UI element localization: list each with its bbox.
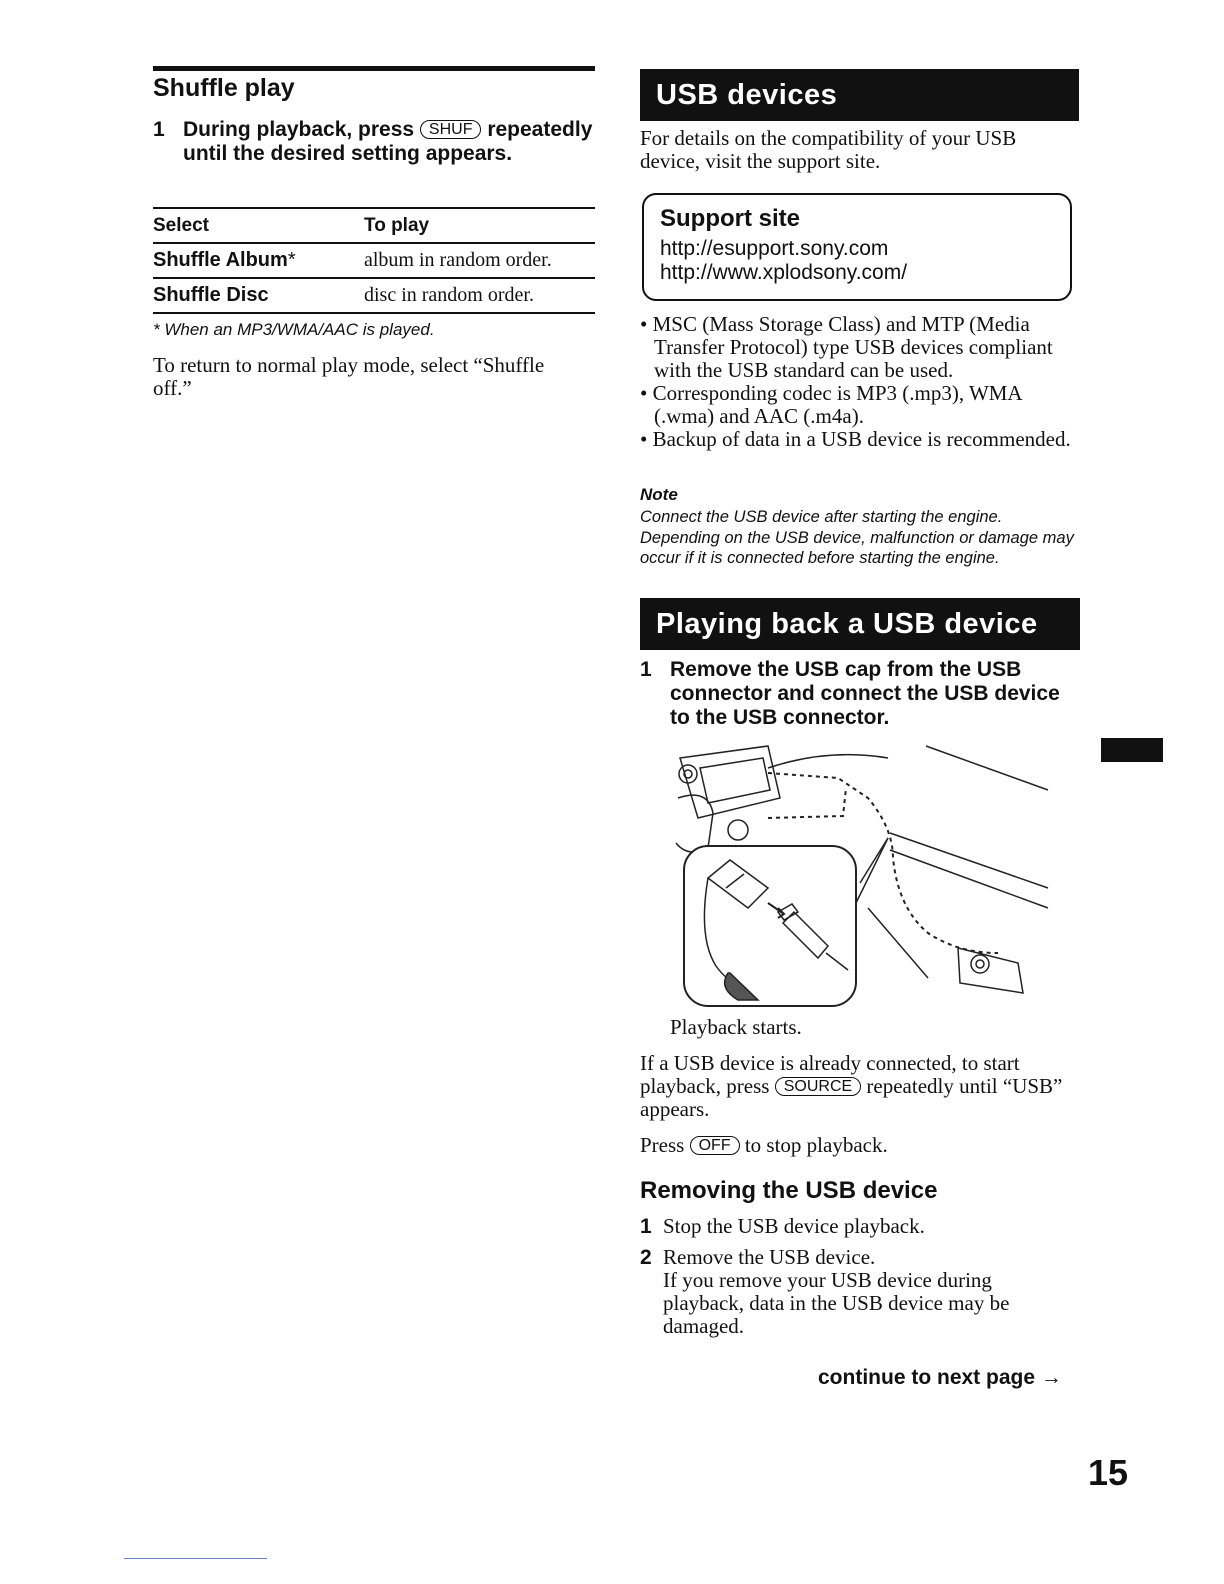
usb-devices-banner: USB devices (640, 69, 1079, 121)
playback-step-1 (640, 658, 1070, 730)
continue-next-page: continue to next page → (818, 1366, 1062, 1389)
usb-bullet-list (640, 313, 1080, 451)
shuf-button-label: SHUF (420, 120, 482, 139)
return-instruction: To return to normal play mode, select “Shuffle off.” (153, 353, 545, 400)
arrow-right-icon: → (1040, 1366, 1062, 1389)
step-text: Remove the USB device. If you remove your USB device during playback, data in the USB device may be damaged. (663, 1245, 1010, 1338)
support-site-title: Support site (660, 205, 801, 232)
section-tab-marker (1101, 738, 1163, 762)
section-rule (153, 66, 595, 71)
shuffle-step-1 (153, 118, 593, 166)
step-text: Remove the USB cap from the USB connector and connect the USB device to the USB connector. (670, 658, 1060, 729)
step-text: Stop the USB device playback. (663, 1214, 925, 1238)
press-off-text: Press OFF to stop playback. (640, 1133, 888, 1157)
usb-connection-illustration (668, 738, 1052, 1010)
support-url-link[interactable]: http://www.xplodsony.com/ (660, 261, 908, 284)
support-site-box (642, 193, 1072, 301)
list-item: • Corresponding codec is MP3 (.mp3), WMA (.wma) and AAC (.m4a). (640, 381, 1022, 428)
header-select: Select (153, 208, 364, 243)
step-number: 1 (640, 1215, 652, 1238)
bottom-rule (124, 1558, 267, 1559)
step-number: 1 (153, 118, 165, 141)
step-number: 2 (640, 1246, 652, 1269)
step-text: During playback, press SHUF repeatedly until the desired setting appears. (183, 118, 593, 165)
footnote: * When an MP3/WMA/AAC is played. (153, 320, 435, 339)
list-item: • MSC (Mass Storage Class) and MTP (Media Transfer Protocol) type USB devices compliant with the USB standard can be used. (640, 312, 1053, 382)
shuffle-album-desc: album in random order. (364, 243, 595, 278)
support-url-link[interactable]: http://esupport.sony.com (660, 237, 889, 260)
note-text: Connect the USB device after starting the engine. Depending on the USB device, malfunction or damage may occur if it is connected before starting the engine. (640, 508, 1074, 567)
removing-steps (640, 1215, 1070, 1346)
shuffle-play-title: Shuffle play (153, 74, 295, 102)
usb-intro-text: For details on the compatibility of your USB device, visit the support site. (640, 126, 1017, 173)
list-item (640, 1246, 1070, 1338)
usb-player-icon (958, 948, 1023, 993)
table-row (153, 243, 595, 278)
removing-usb-title: Removing the USB device (640, 1177, 938, 1204)
off-button-label: OFF (690, 1136, 740, 1155)
table-header-row (153, 208, 595, 243)
already-connected-text: If a USB device is already connected, to start playback, press SOURCE repeatedly until “USB” appears. (640, 1051, 1063, 1121)
car-stereo-icon (679, 746, 780, 818)
shuffle-table (153, 207, 595, 314)
shuffle-album-cell: Shuffle Album* (153, 243, 364, 278)
list-item: • Backup of data in a USB device is recommended. (640, 427, 1071, 451)
shuffle-disc-cell: Shuffle Disc (153, 278, 364, 313)
source-button-label: SOURCE (775, 1077, 861, 1096)
header-to-play: To play (364, 208, 595, 243)
page-number: 15 (1088, 1452, 1129, 1493)
table-row (153, 278, 595, 313)
zoom-callout (684, 846, 856, 1006)
playing-back-banner: Playing back a USB device (640, 598, 1080, 650)
note-heading: Note (640, 485, 678, 504)
playback-starts-text: Playback starts. (670, 1015, 802, 1039)
list-item (640, 1215, 1070, 1238)
step-number: 1 (640, 658, 652, 681)
shuffle-disc-desc: disc in random order. (364, 278, 595, 313)
